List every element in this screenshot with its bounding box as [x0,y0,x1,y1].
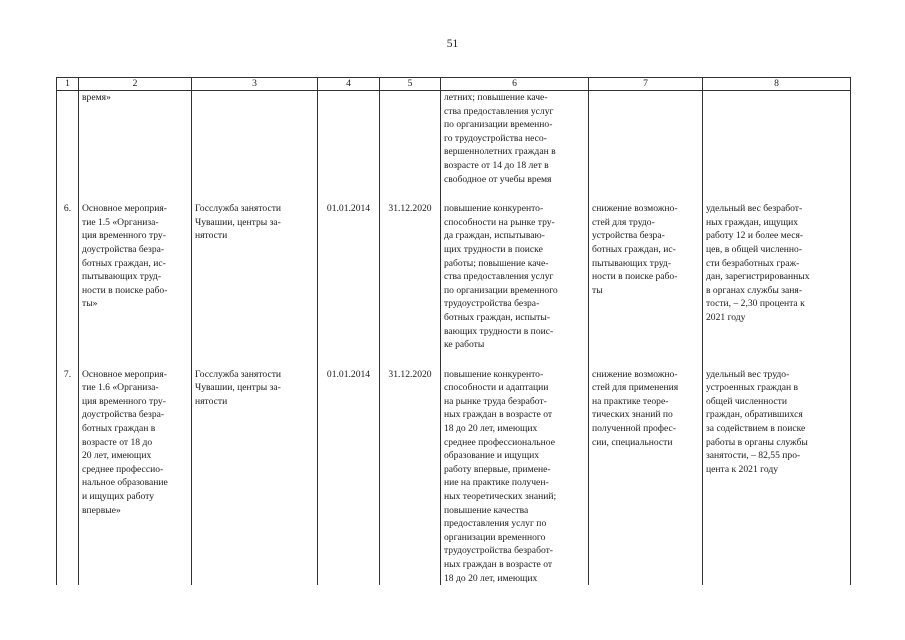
consequences-line: стей для применения [592,382,679,394]
column-header: 7 [589,78,703,91]
expected-result-line: предоставления услуг по [444,518,547,530]
event-name-line: время» [82,92,111,103]
cell-expected-result [441,368,589,586]
expected-result-line: на рынке труда безработ- [444,395,547,407]
cell-end-date: 31.12.2020 [380,202,441,368]
cell-consequences [589,91,703,203]
executor-line: Госслужба занятости [195,203,282,215]
expected-result-line: ных граждан в возрасте от [444,409,553,421]
column-header: 8 [703,78,851,91]
program-table [56,77,851,585]
indicator-line: удельный вес безработ- [706,203,803,215]
expected-result-line: ства предоставления услуг [444,105,554,117]
expected-result-line: трудоустройства безработ- [444,545,554,557]
expected-result-line: по организации временного [444,284,558,296]
event-name-line: и ищущих работу [82,491,155,503]
event-name-line: доустройства безра- [82,409,165,421]
consequences-line: ности в поиске рабо- [592,271,678,283]
expected-result-line: летних; повышение каче- [444,92,548,103]
cell-consequences [589,368,703,586]
expected-result-line: способности и адаптации [444,382,549,394]
cell-indicator [703,202,851,368]
cell-start-date [318,91,380,203]
column-header: 2 [79,78,192,91]
expected-result-line: 18 до 20 лет, имеющих [444,572,538,584]
consequences-line: пытывающих труд- [592,257,672,269]
expected-result-line: щих трудности в поиске [444,243,543,255]
consequences-line: полученной профес- [592,423,676,435]
expected-result-line: работы; повышение каче- [444,257,549,269]
table-body [57,91,851,586]
cell-row-number: 6. [57,202,79,368]
event-name-line: ности в поиске рабо- [82,284,168,296]
indicator-line: сти безработных граж- [706,257,800,269]
cell-event-name [79,91,192,203]
indicator-line: 2021 году [706,311,746,323]
column-header: 4 [318,78,380,91]
consequences-line: снижение возможно- [592,203,678,215]
expected-result-line: вершеннолетних граждан в [444,146,556,158]
expected-result-line: способности на рынке тру- [444,216,555,228]
event-name-line: тие 1.5 «Организа- [82,216,159,228]
event-name-line: возрасте от 18 до [82,436,153,448]
cell-executor [192,202,318,368]
expected-result-line: ных граждан в возрасте от [444,559,553,570]
cell-expected-result [441,202,589,368]
executor-line: Госслужба занятости [195,368,282,380]
event-name-line: ботных граждан в [82,423,156,435]
event-name-line: тие 1.6 «Организа- [82,382,159,394]
indicator-line: цев, в общей численно- [706,243,803,255]
expected-result-line: повышение конкуренто- [444,368,544,380]
event-name-line: 20 лет, имеющих [82,450,152,462]
indicator-line: общей численности [706,395,788,407]
expected-result-line: ке работы [444,339,485,351]
expected-result-line: ботных граждан, испыты- [444,311,551,323]
header-row [57,78,851,91]
indicator-line: удельный вес трудо- [706,368,790,380]
indicator-line: работы в органы службы [706,436,808,448]
column-header: 1 [57,78,79,91]
cell-start-date: 01.01.2014 [318,202,380,368]
indicator-line: занятости, – 82,55 про- [706,450,801,462]
cell-row-number: 7. [57,368,79,586]
consequences-line: ты [592,284,603,296]
event-name-line: ты» [82,298,98,310]
expected-result-line: да граждан, испытываю- [444,230,545,242]
expected-result-line: го трудоустройства несо- [444,132,547,144]
consequences-line: тических знаний по [592,409,673,421]
cell-end-date: 31.12.2020 [380,368,441,586]
cell-consequences [589,202,703,368]
consequences-line: стей для трудо- [592,216,655,228]
consequences-line: сии, специальности [592,436,673,448]
expected-result-line: ние на практике получен- [444,477,549,489]
consequences-line: снижение возможно- [592,368,678,380]
cell-row-number [57,91,79,203]
expected-result-line: повышение качества [444,504,529,516]
event-name-line: среднее профессио- [82,463,164,475]
expected-result-line: работу впервые, примене- [444,463,551,475]
event-name-line: впервые» [82,504,121,516]
expected-result-line: по организации временно- [444,119,553,131]
expected-result-line: свободное от учебы время [444,173,552,185]
indicator-line: за содействием в поиске [706,423,806,435]
expected-result-line: возрасте от 14 до 18 лет в [444,159,549,171]
indicator-line: в органах службы заня- [706,284,803,296]
indicator-line: устроенных граждан в [706,382,799,394]
expected-result-line: ных теоретических знаний; [444,491,557,503]
column-header: 5 [380,78,441,91]
event-name-line: доустройства безра- [82,243,165,255]
expected-result-line: вающих трудности в поис- [444,325,554,337]
indicator-line: ных граждан, ищущих [706,216,799,228]
expected-result-line: 18 до 20 лет, имеющих [444,423,538,435]
consequences-line: устройства безра- [592,230,665,242]
cell-start-date: 01.01.2014 [318,368,380,586]
expected-result-line: ства предоставления услуг [444,271,554,283]
table-row [57,91,851,203]
event-name-line: Основное мероприя- [82,368,167,380]
cell-event-name [79,202,192,368]
expected-result-line: образование и ищущих [444,450,540,462]
executor-line: нятости [195,395,228,407]
indicator-line: граждан, обратившихся [706,409,803,421]
table-row [57,368,851,586]
cell-indicator [703,91,851,203]
event-name-line: ция временного тру- [82,395,166,407]
page-number: 51 [446,38,459,50]
event-name-line: Основное мероприя- [82,203,167,215]
cell-executor [192,91,318,203]
column-header: 6 [441,78,589,91]
executor-line: Чувашии, центры за- [195,216,281,228]
executor-line: Чувашии, центры за- [195,382,281,394]
consequences-line: ботных граждан, ис- [592,243,676,255]
expected-result-line: среднее профессиональное [444,436,555,448]
event-name-line: ботных граждан, ис- [82,257,166,269]
cell-expected-result [441,91,589,203]
expected-result-line: организации временного [444,531,546,543]
indicator-line: тости, – 2,30 процента к [706,298,805,310]
expected-result-line: трудоустройства безра- [444,298,540,310]
indicator-line: цента к 2021 году [706,463,779,475]
cell-executor [192,368,318,586]
cell-event-name [79,368,192,586]
indicator-line: работу 12 и более меся- [706,230,804,242]
indicator-line: дан, зарегистрированных [706,271,810,283]
cell-end-date [380,91,441,203]
table-row [57,202,851,368]
event-name-line: пытывающих труд- [82,271,162,283]
expected-result-line: повышение конкуренто- [444,203,544,215]
event-name-line: ция временного тру- [82,230,166,242]
column-header: 3 [192,78,318,91]
executor-line: нятости [195,230,228,242]
cell-indicator [703,368,851,586]
event-name-line: нальное образование [82,477,168,489]
consequences-line: на практике теоре- [592,395,669,407]
